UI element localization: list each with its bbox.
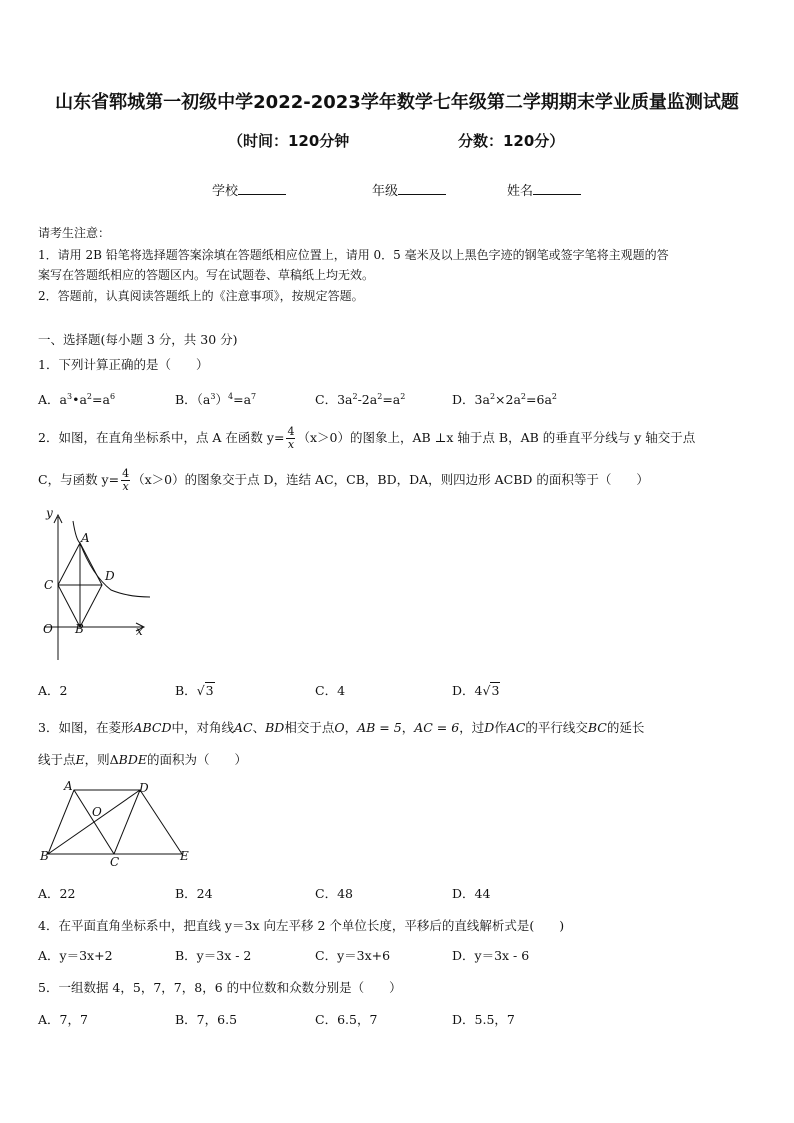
q1-option-a[interactable]: A．$a^3•a^2=a^6$ bbox=[38, 391, 116, 407]
q2-option-a[interactable]: A．2 bbox=[38, 683, 68, 698]
q5-option-a[interactable]: A．7，7 bbox=[38, 1012, 88, 1027]
grade-label: 年级 bbox=[372, 184, 399, 199]
point-label-d: D bbox=[105, 569, 115, 583]
point-label-e: E bbox=[180, 849, 189, 863]
name-label: 姓名 bbox=[507, 184, 534, 199]
q3-option-d[interactable]: D．44 bbox=[452, 886, 491, 901]
name-field[interactable] bbox=[507, 180, 581, 199]
point-label-o: O bbox=[92, 805, 102, 819]
q3-figure bbox=[36, 778, 196, 870]
point-label-a: A bbox=[64, 779, 73, 793]
q2-line-2: C，与函数 y= $\frac{4}{x}$ （x＞0）的图象交于点 D，连结 AC，CB，BD，DA，则四边形 ACBD 的面积等于（ ） bbox=[38, 467, 649, 493]
notice-line-1a: 1．请用 2B 铅笔将选择题答案涂填在答题纸相应位置上，请用 0．5 毫米及以上黑色字迹的钢笔或签字笔将主观题的答 bbox=[38, 248, 669, 262]
q4-option-d[interactable]: D．y＝3x - 6 bbox=[452, 948, 530, 963]
q1-option-d[interactable]: D．$3a^2\times 2a^2=6a^2$ bbox=[452, 391, 557, 407]
point-label-c: C bbox=[44, 578, 54, 592]
axis-label-y: y bbox=[46, 506, 53, 520]
fraction-4-over-x: $\frac{4}{x}$ bbox=[287, 425, 295, 451]
fraction-4-over-x: $\frac{4}{x}$ bbox=[122, 467, 130, 493]
school-label: 学校 bbox=[212, 184, 239, 199]
grade-field[interactable] bbox=[372, 180, 446, 199]
q5-option-c[interactable]: C．6.5，7 bbox=[315, 1012, 378, 1027]
score-label: 分数：120分） bbox=[458, 132, 565, 150]
time-label: （时间：120分钟 bbox=[228, 132, 350, 150]
q3-option-b[interactable]: B．24 bbox=[175, 886, 213, 901]
q4-option-a[interactable]: A．y＝3x+2 bbox=[38, 948, 113, 963]
q1-stem: 1．下列计算正确的是（ ） bbox=[38, 357, 209, 372]
q4-option-b[interactable]: B．y＝3x - 2 bbox=[175, 948, 252, 963]
notice-line-2: 2．答题前，认真阅读答题纸上的《注意事项》，按规定答题。 bbox=[38, 289, 364, 303]
q2-option-d[interactable]: D．4√3 bbox=[452, 683, 500, 698]
notice-heading: 请考生注意： bbox=[38, 226, 111, 240]
point-label-c: C bbox=[110, 855, 120, 869]
notice-line-1b: 案写在答题纸相应的答题区内。写在试题卷、草稿纸上均无效。 bbox=[38, 268, 375, 282]
q5-option-d[interactable]: D．5.5，7 bbox=[452, 1012, 515, 1027]
school-field[interactable] bbox=[212, 180, 286, 199]
q3-option-a[interactable]: A．22 bbox=[38, 886, 76, 901]
q3-option-c[interactable]: C．48 bbox=[315, 886, 353, 901]
point-label-a: A bbox=[81, 531, 90, 545]
q2-line-1: 2．如图，在直角坐标系中，点 A 在函数 y= $\frac{4}{x}$ （x＞0）的图象上，AB ⊥x 轴于点 B，AB 的垂直平分线与 y 轴交于点 bbox=[38, 425, 696, 451]
q5-stem: 5．一组数据 4，5，7，7，8，6 的中位数和众数分别是（ ） bbox=[38, 980, 402, 995]
q2-option-c[interactable]: C．4 bbox=[315, 683, 346, 698]
section-heading: 一、选择题(每小题 3 分，共 30 分) bbox=[38, 332, 238, 347]
q4-stem: 4．在平面直角坐标系中，把直线 y＝3x 向左平移 2 个单位长度，平移后的直线解析式是( ) bbox=[38, 918, 565, 933]
q2-option-b[interactable]: B．√3 bbox=[175, 683, 214, 698]
point-label-o: O bbox=[43, 622, 53, 636]
q4-option-c[interactable]: C．y＝3x+6 bbox=[315, 948, 391, 963]
page-title: 山东省郓城第一初级中学2022-2023学年数学七年级第二学期期末学业质量监测试题 bbox=[55, 92, 739, 113]
info-fields bbox=[0, 180, 794, 200]
q3-line-2: 线于点E，则ΔBDE的面积为（ ） bbox=[38, 752, 248, 767]
q1-option-c[interactable]: C．$3a^2-2a^2=a^2$ bbox=[315, 391, 406, 407]
point-label-d: D bbox=[139, 781, 149, 795]
q2-figure bbox=[36, 505, 156, 665]
axis-label-x: x bbox=[136, 624, 143, 638]
q5-option-b[interactable]: B．7，6.5 bbox=[175, 1012, 238, 1027]
q1-option-b[interactable]: B．$(a^3)^4=a^7$ bbox=[175, 391, 257, 407]
q3-line-1: 3．如图，在菱形ABCD中，对角线AC、BD相交于点O，AB = 5，AC = 6，过D作AC的平行线交BC的延长 bbox=[38, 720, 645, 735]
point-label-b: B bbox=[75, 622, 84, 636]
point-label-b: B bbox=[40, 849, 49, 863]
